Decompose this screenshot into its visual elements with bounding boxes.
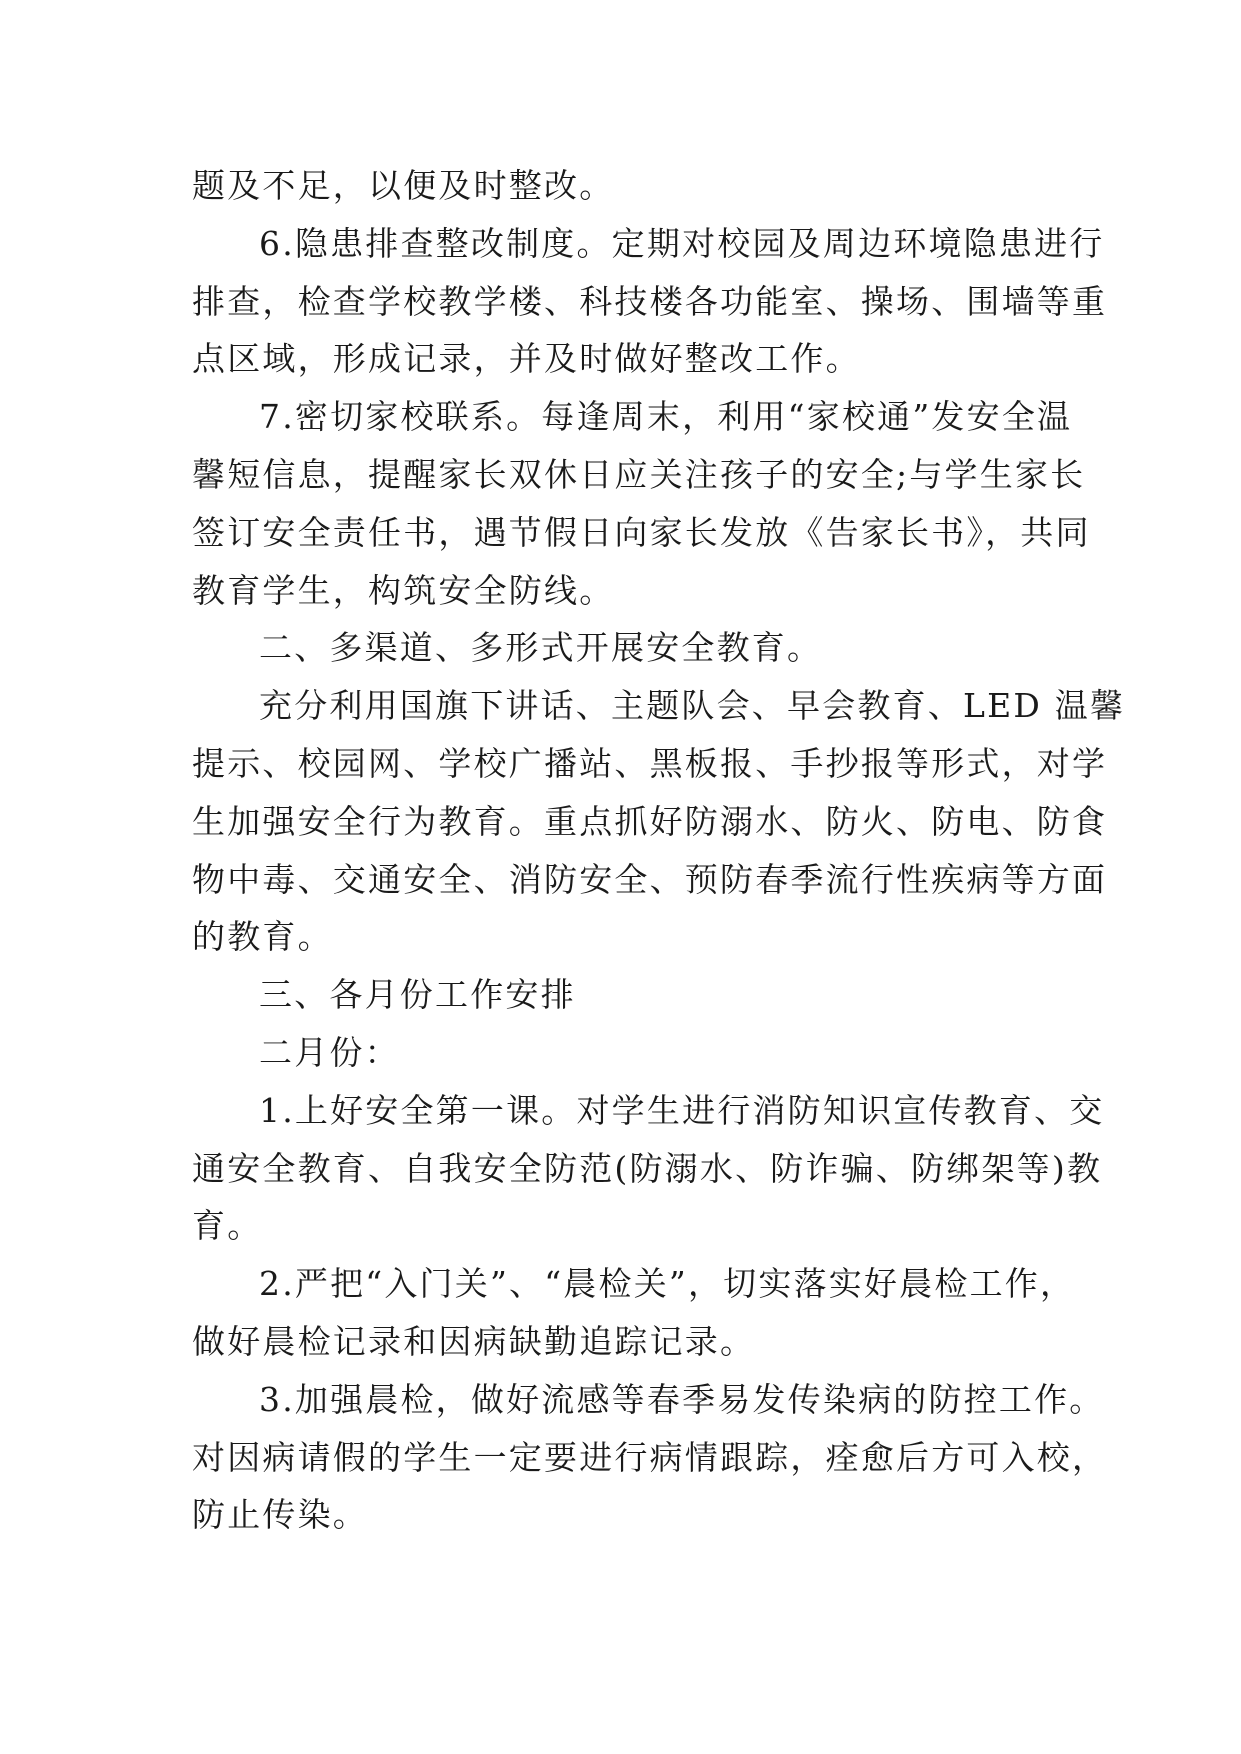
subsection-heading: 二月份： [259, 1032, 400, 1072]
text-line: 防止传染。 [192, 1495, 368, 1535]
text-line: 题及不足，以便及时整改。 [192, 166, 615, 205]
text-line: 签订安全责任书，遇节假日向家长发放《告家长书》，共同 [192, 512, 1091, 552]
text-line: 充分利用国旗下讲话、主题队会、早会教育、LED 温馨 [259, 686, 1126, 726]
text-line: 3.加强晨检，做好流感等春季易发传染病的防控工作。 [259, 1379, 1105, 1419]
document-body [192, 157, 1126, 1544]
text-line: 的教育。 [192, 917, 333, 957]
text-line: 6.隐患排查整改制度。定期对校园及周边环境隐患进行 [259, 223, 1105, 263]
section-heading: 三、各月份工作安排 [259, 975, 576, 1015]
text-line: 教育学生，构筑安全防线。 [192, 570, 615, 610]
text-line: 点区域，形成记录，并及时做好整改工作。 [192, 339, 861, 379]
text-line: 7.密切家校联系。每逢周末，利用“家校通”发安全温 [259, 397, 1073, 437]
text-line: 2.严把“入门关”、“晨检关”，切实落实好晨检工作， [259, 1264, 1076, 1304]
text-line: 提示、校园网、学校广播站、黑板报、手抄报等形式，对学 [192, 743, 1108, 783]
text-line: 物中毒、交通安全、消防安全、预防春季流行性疾病等方面 [192, 859, 1108, 899]
text-line: 对因病请假的学生一定要进行病情跟踪，痊愈后方可入校， [192, 1437, 1108, 1477]
text-line: 通安全教育、自我安全防范(防溺水、防诈骗、防绑架等)教 [192, 1148, 1103, 1188]
text-line: 1.上好安全第一课。对学生进行消防知识宣传教育、交 [259, 1090, 1105, 1130]
text-line: 排查，检查学校教学楼、科技楼各功能室、操场、围墙等重 [192, 281, 1108, 321]
section-heading: 二、多渠道、多形式开展安全教育。 [259, 628, 823, 668]
text-line: 馨短信息，提醒家长双休日应关注孩子的安全;与学生家长 [192, 454, 1086, 494]
text-line: 生加强安全行为教育。重点抓好防溺水、防火、防电、防食 [192, 801, 1108, 841]
text-line: 育。 [192, 1206, 263, 1246]
text-line: 做好晨检记录和因病缺勤追踪记录。 [192, 1321, 756, 1361]
